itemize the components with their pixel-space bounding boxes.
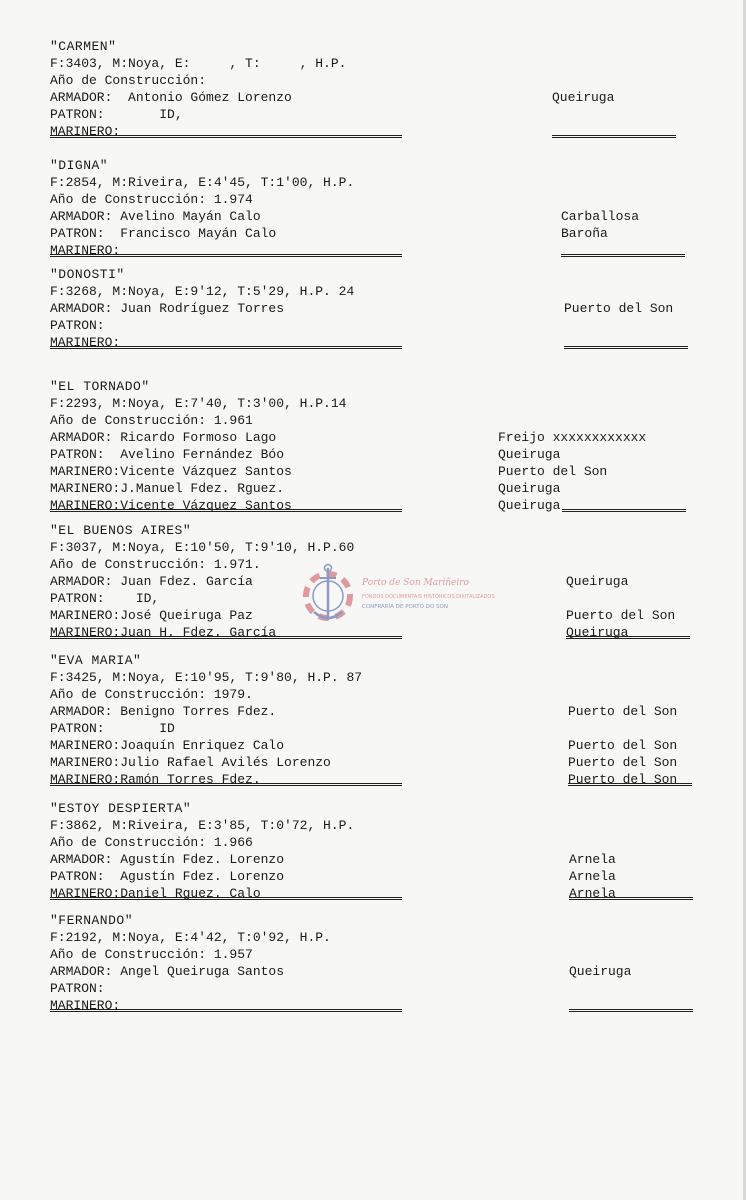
entry-line-text: MARINERO:	[50, 243, 121, 258]
entry-line-text: Año de Construcción: 1.957	[50, 947, 253, 962]
vessel-entry	[50, 266, 710, 351]
entry-line	[50, 106, 710, 123]
separator-left	[50, 346, 402, 349]
entry-line-text: F:3862, M:Riveira, E:3'85, T:0'72, H.P.	[50, 818, 355, 833]
separator-left	[50, 1009, 402, 1012]
separator-left	[50, 254, 402, 257]
entry-line	[50, 89, 710, 106]
watermark-title: Porto de Son Mariñeiro	[362, 578, 469, 588]
entry-line-text: MARINERO:	[50, 124, 121, 139]
separator-right	[569, 1009, 693, 1012]
separator-left	[50, 897, 402, 900]
entry-line-text: MARINERO:Daniel Rguez. Calo	[50, 886, 261, 901]
entry-line	[50, 737, 710, 754]
separator-right	[561, 254, 685, 257]
entry-line	[50, 300, 710, 317]
vessel-entry	[50, 652, 710, 788]
entry-location: Arnela	[569, 852, 616, 867]
entry-line-text: PATRON: ID	[50, 721, 175, 736]
entry-line-text: F:3403, M:Noya, E: , T: , H.P.	[50, 56, 347, 71]
entry-line	[50, 720, 710, 737]
entry-line-text: F:3268, M:Noya, E:9'12, T:5'29, H.P. 24	[50, 284, 355, 299]
entry-line	[50, 834, 710, 851]
anchor-lifebuoy-icon	[300, 560, 360, 630]
separator-rule	[50, 334, 710, 351]
vessel-entry	[50, 912, 710, 1014]
entry-line-text: MARINERO:Vicente Vázquez Santos	[50, 464, 292, 479]
entry-line-text: F:3425, M:Noya, E:10'95, T:9'80, H.P. 87	[50, 670, 363, 685]
entry-line-text: ARMADOR: Ricardo Formoso Lago	[50, 430, 277, 445]
entry-location: Puerto del Son	[568, 738, 678, 753]
entry-location: Puerto del Son	[498, 464, 608, 479]
vessel-name: "DIGNA"	[50, 158, 109, 173]
vessel-entry	[50, 157, 710, 259]
entry-location: Queiruga	[498, 447, 561, 462]
watermark-subtitle: FONDOS DOCUMENTAIS HISTÓRICOS DIXITALIZADOS	[362, 594, 495, 600]
entry-line	[50, 242, 710, 259]
entry-line-text: MARINERO:José Queiruga Paz	[50, 608, 253, 623]
entry-line	[50, 963, 710, 980]
entry-line-text: MARINERO:J.Manuel Fdez. Rguez.	[50, 481, 285, 496]
entry-line-text: MARINERO:Juan H. Fdez. García	[50, 625, 277, 640]
entry-line-text: MARINERO:	[50, 335, 121, 350]
entry-location: Baroña	[561, 226, 608, 241]
entry-line-text: PATRON:	[50, 981, 105, 996]
entry-line	[50, 225, 710, 242]
entry-line	[50, 334, 710, 351]
entry-line-text: PATRON: ID,	[50, 591, 160, 606]
entry-line	[50, 946, 710, 963]
entry-line-text: F:2854, M:Riveira, E:4'45, T:1'00, H.P.	[50, 175, 355, 190]
entry-line-text: PATRON: Agustín Fdez. Lorenzo	[50, 869, 285, 884]
entry-line-text: F:3037, M:Noya, E:10'50, T:9'10, H.P.60	[50, 540, 355, 555]
entry-line	[50, 208, 710, 225]
vessel-name: "CARMEN"	[50, 39, 117, 54]
separator-right	[568, 783, 692, 786]
entry-line-text: MARINERO:Vicente Vázquez Santos	[50, 498, 292, 513]
entry-line-text: MARINERO:Ramón Torres Fdez.	[50, 772, 261, 787]
entry-line-text: F:2293, M:Noya, E:7'40, T:3'00, H.P.14	[50, 396, 347, 411]
vessel-name: "FERNANDO"	[50, 913, 134, 928]
entry-line	[50, 72, 710, 89]
entry-line-text: Año de Construcción:	[50, 73, 207, 88]
entry-location: Freijo xxxxxxxxxxxx	[498, 430, 647, 445]
entry-line	[50, 669, 710, 686]
entry-line-text: PATRON: Avelino Fernández Bóo	[50, 447, 285, 462]
entry-line	[50, 174, 710, 191]
entry-line-text: Año de Construcción: 1.974	[50, 192, 253, 207]
separator-rule	[50, 123, 710, 140]
separator-left	[50, 509, 402, 512]
separator-left	[50, 783, 402, 786]
entry-line	[50, 980, 710, 997]
entry-line	[50, 497, 710, 514]
vessel-name: "ESTOY DESPIERTA"	[50, 801, 192, 816]
entry-location: Queiruga	[566, 625, 629, 640]
entry-line	[50, 55, 710, 72]
entry-line	[50, 851, 710, 868]
entry-line	[50, 539, 710, 556]
entry-line-text: Año de Construcción: 1.961	[50, 413, 253, 428]
entry-line	[50, 771, 710, 788]
entry-line-text: Año de Construcción: 1.966	[50, 835, 253, 850]
entry-line-text: ARMADOR: Angel Queiruga Santos	[50, 964, 285, 979]
entry-line-text: ARMADOR: Juan Fdez. García	[50, 574, 253, 589]
entry-line	[50, 429, 710, 446]
entry-location: Carballosa	[561, 209, 640, 224]
separator-right	[552, 135, 676, 138]
entry-location: Puerto del Son	[568, 755, 678, 770]
entry-line-text: Año de Construcción: 1.971.	[50, 557, 261, 572]
entry-line	[50, 754, 710, 771]
watermark-org: CONFRARÍA DE PORTO DO SON	[362, 604, 448, 610]
entry-line	[50, 463, 710, 480]
vessel-name: "EL BUENOS AIRES"	[50, 523, 192, 538]
entry-line-text: F:2192, M:Noya, E:4'42, T:0'92, H.P.	[50, 930, 331, 945]
entry-line	[50, 868, 710, 885]
entry-line-text: Año de Construcción: 1979.	[50, 687, 253, 702]
entry-line	[50, 317, 710, 334]
separator-rule	[50, 242, 710, 259]
entry-line	[50, 817, 710, 834]
entry-location: Queiruga	[569, 964, 632, 979]
entry-location: Queiruga	[552, 90, 615, 105]
entry-line	[50, 283, 710, 300]
entry-line-text: PATRON: Francisco Mayán Calo	[50, 226, 277, 241]
entry-line	[50, 703, 710, 720]
entry-line-text: ARMADOR: Juan Rodríguez Torres	[50, 301, 285, 316]
entry-line	[50, 997, 710, 1014]
entry-location: Puerto del Son	[568, 704, 678, 719]
entry-location: Queiruga	[566, 574, 629, 589]
entry-location: Puerto del Son	[566, 608, 676, 623]
entry-line	[50, 446, 710, 463]
separator-rule	[50, 997, 710, 1014]
entry-line-text: ARMADOR: Benigno Torres Fdez.	[50, 704, 277, 719]
entry-line-text: ARMADOR: Agustín Fdez. Lorenzo	[50, 852, 285, 867]
separator-right	[569, 897, 693, 900]
entry-line	[50, 885, 710, 902]
entry-line-text: ARMADOR: Avelino Mayán Calo	[50, 209, 261, 224]
entry-line	[50, 395, 710, 412]
entry-line	[50, 480, 710, 497]
entry-line	[50, 191, 710, 208]
entry-line-text: MARINERO:Joaquín Enriquez Calo	[50, 738, 285, 753]
entry-location: Queiruga	[498, 481, 561, 496]
separator-rule	[50, 885, 710, 902]
entry-location: Queiruga	[498, 498, 561, 513]
entry-line-text: PATRON: ID,	[50, 107, 183, 122]
separator-right	[564, 346, 688, 349]
entry-location: Arnela	[569, 886, 616, 901]
entry-location: Puerto del Son	[568, 772, 678, 787]
entry-line-text: PATRON:	[50, 318, 105, 333]
vessel-name: "DONOSTI"	[50, 267, 125, 282]
separator-rule	[50, 771, 710, 788]
vessel-entry	[50, 800, 710, 902]
separator-left	[50, 135, 402, 138]
vessel-name: "EVA MARIA"	[50, 653, 142, 668]
separator-right	[562, 509, 686, 512]
entry-line	[50, 412, 710, 429]
entry-line-text: MARINERO:Julio Rafael Avilés Lorenzo	[50, 755, 331, 770]
separator-rule	[50, 497, 710, 514]
entry-line	[50, 123, 710, 140]
vessel-entry	[50, 378, 710, 514]
entry-line	[50, 686, 710, 703]
entry-line-text: ARMADOR: Antonio Gómez Lorenzo	[50, 90, 292, 105]
entry-location: Arnela	[569, 869, 616, 884]
separator-right	[566, 636, 690, 639]
vessel-entry	[50, 38, 710, 140]
entry-location: Puerto del Son	[564, 301, 674, 316]
vessel-name: "EL TORNADO"	[50, 379, 150, 394]
watermark	[300, 560, 495, 640]
entry-line-text: MARINERO:	[50, 998, 121, 1013]
entry-line	[50, 929, 710, 946]
